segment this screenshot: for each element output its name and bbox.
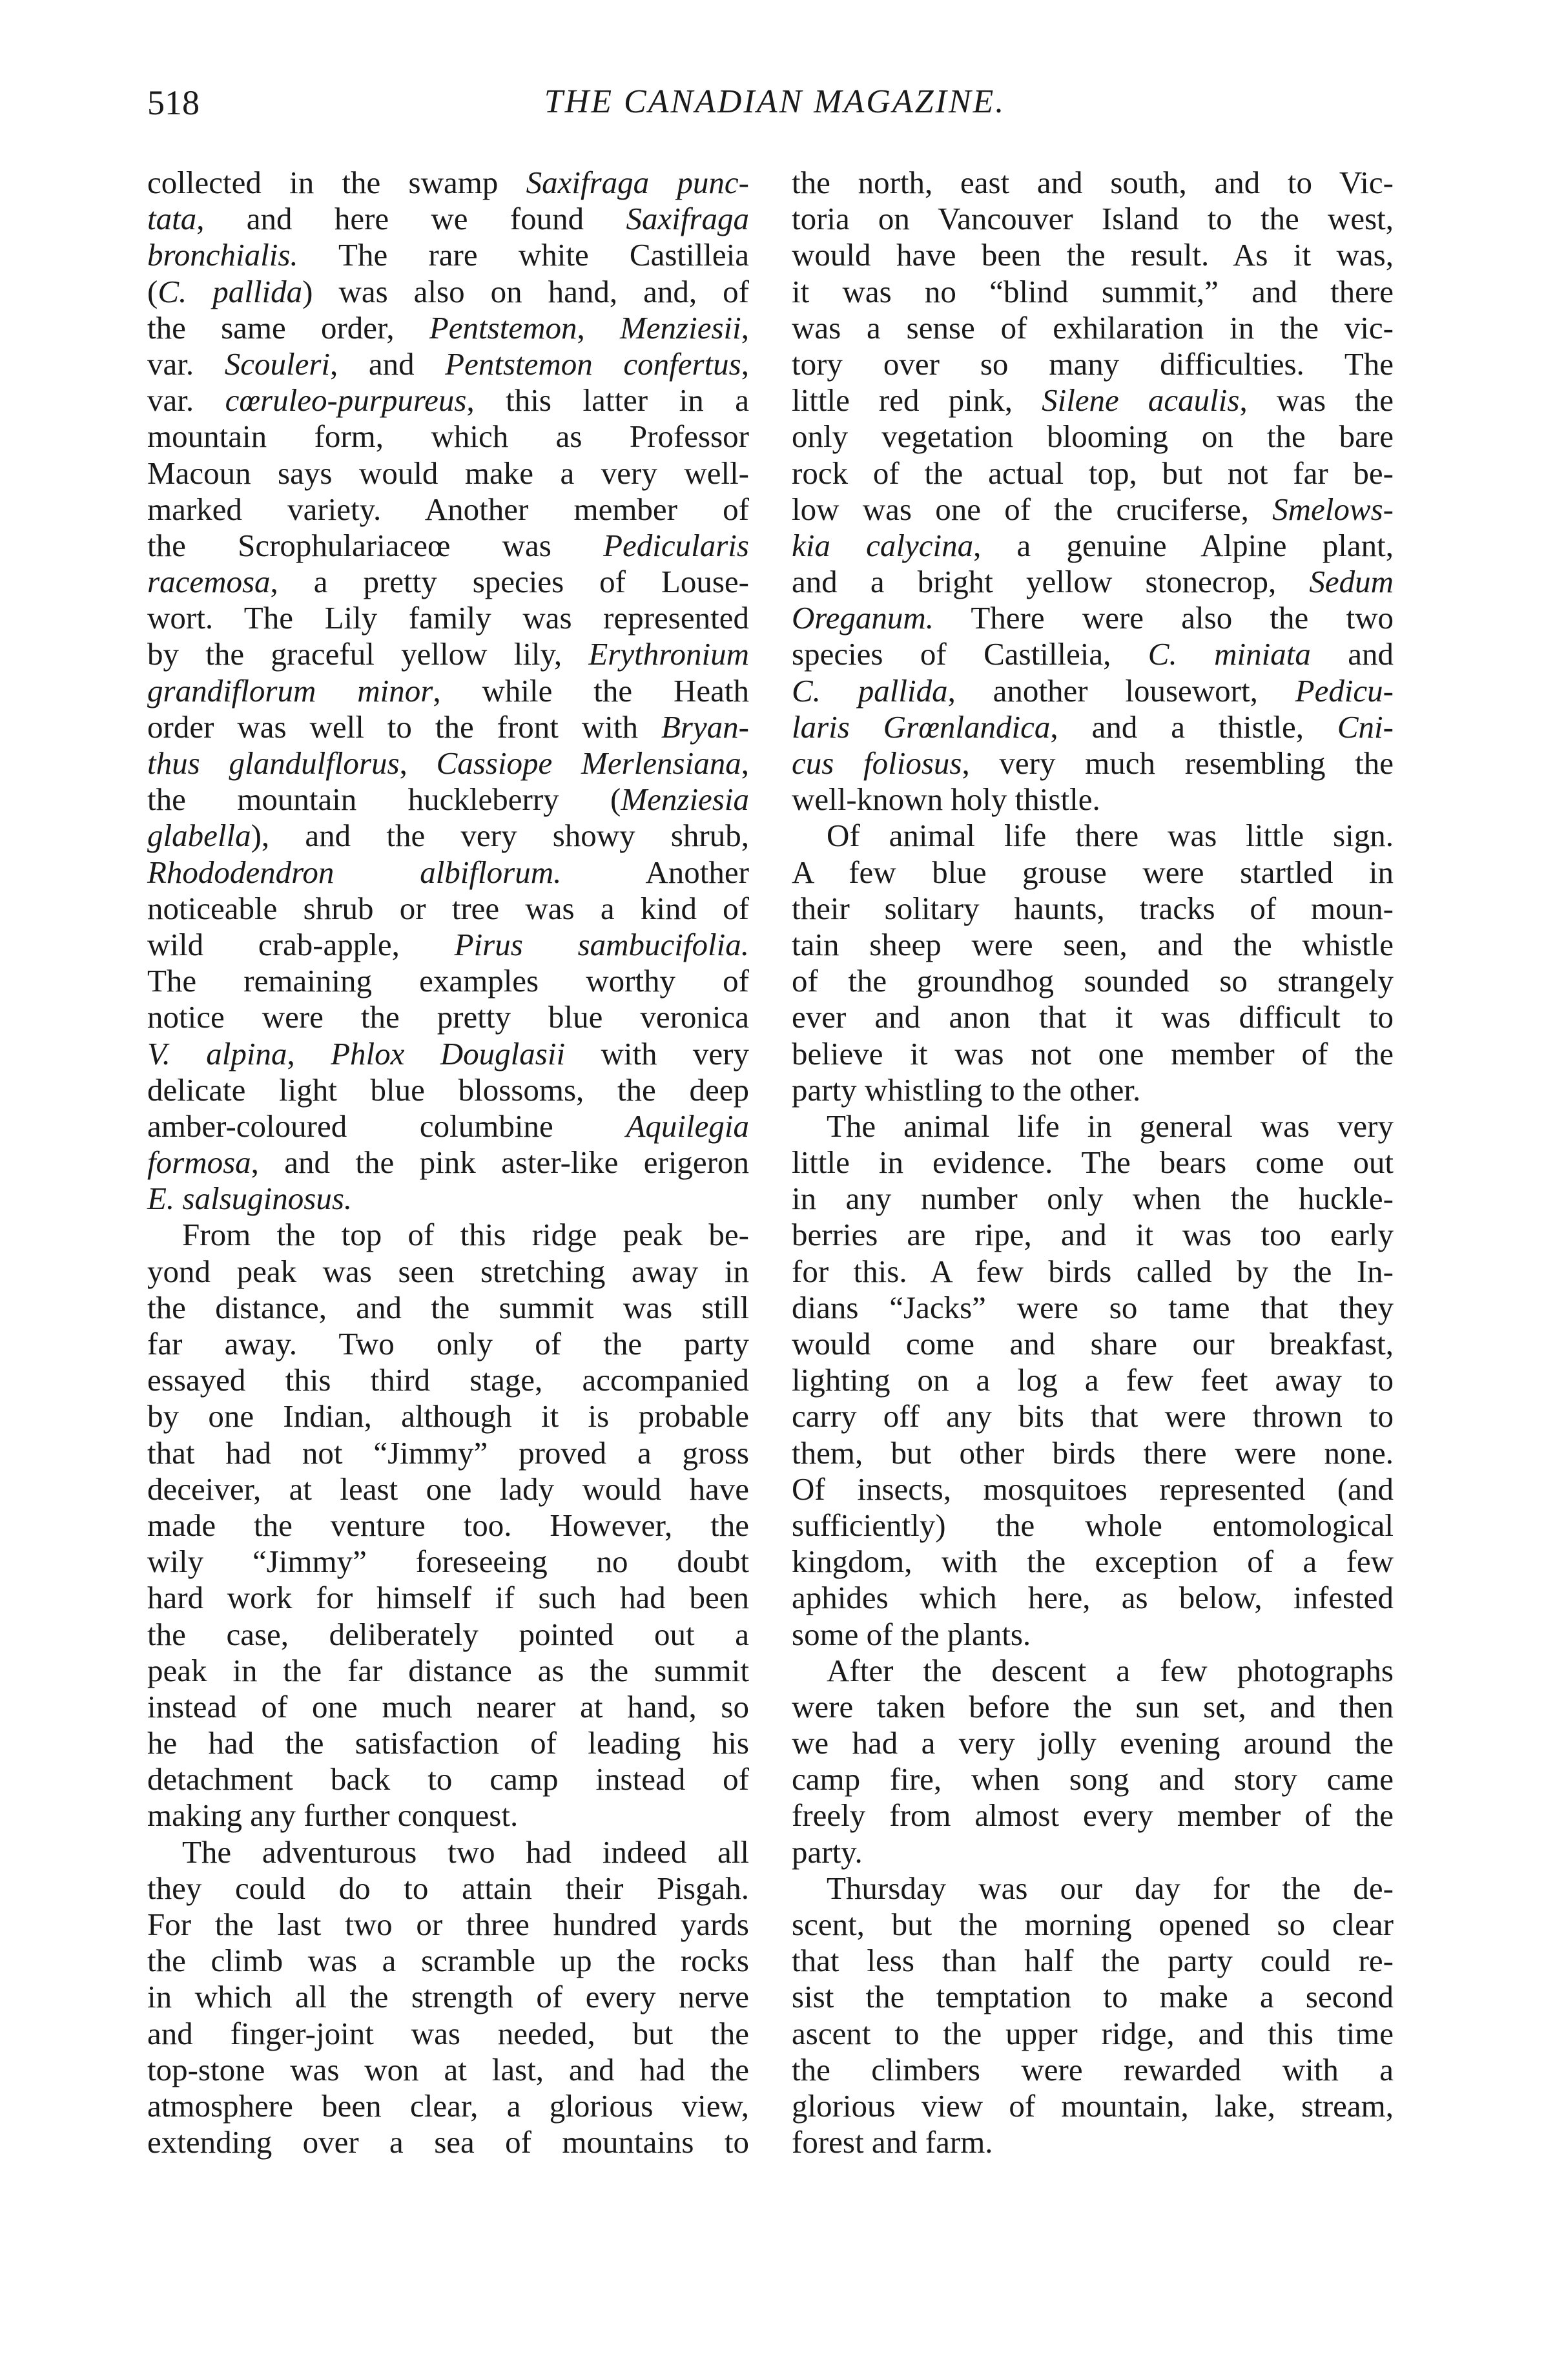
text-run: was a sense of exhilaration in the vic- (792, 309, 1394, 346)
text-line (147, 528, 749, 564)
text-run: wily “Jimmy” foreseeing no doubt (147, 1544, 749, 1580)
text-run: and a bright yellow stonecrop, (792, 564, 1310, 600)
text-run: freely from almost every member of the (792, 1797, 1394, 1834)
text-line (147, 455, 749, 492)
italic-text-run: Pirus sambucifolia. (454, 926, 749, 962)
italic-text-run: tata (147, 201, 197, 237)
text-line (147, 963, 749, 999)
text-line (792, 963, 1394, 999)
text-run: their solitary haunts, tracks of moun- (792, 890, 1394, 926)
text-line (792, 1907, 1394, 1943)
text-line (792, 310, 1394, 346)
text-run: sufficiently) the whole entomological (792, 1507, 1394, 1543)
text-line (792, 1725, 1394, 1761)
text-line (147, 1290, 749, 1326)
text-run: marked variety. Another member of (147, 491, 749, 527)
italic-text-run: C. pallida (792, 672, 948, 709)
text-line (792, 673, 1394, 709)
text-run: that less than half the party could re- (792, 1943, 1394, 1979)
text-run: hard work for himself if such had been (147, 1580, 749, 1616)
text-run: A few blue grouse were startled in (792, 854, 1394, 890)
text-line (147, 745, 749, 781)
text-run: would have been the result. As it was, (792, 237, 1394, 273)
text-run: the north, east and south, and to Vic- (792, 165, 1394, 200)
text-line (147, 237, 749, 273)
text-run: ), and the very showy shrub, (251, 818, 749, 854)
text-run: only vegetation blooming on the bare (792, 419, 1394, 455)
text-run: he had the satisfaction of leading his (147, 1725, 749, 1761)
text-line (792, 1471, 1394, 1507)
text-run: aphides which here, as below, infested (792, 1580, 1394, 1616)
text-run: little in evidence. The bears come out (792, 1144, 1394, 1181)
text-run: , another lousewort, (947, 672, 1295, 709)
italic-text-run: Bryan- (661, 709, 749, 745)
italic-text-run: Erythronium (588, 636, 749, 672)
text-run: in which all the strength of every nerve (147, 1979, 749, 2015)
paragraph (792, 1653, 1394, 1870)
text-line (792, 600, 1394, 636)
text-run: , and (330, 346, 446, 382)
text-line (147, 2124, 749, 2160)
italic-text-run: Menziesii (619, 309, 741, 346)
text-line (792, 1653, 1394, 1689)
text-run: camp fire, when song and story came (792, 1761, 1394, 1797)
italic-text-run: C. miniata (1148, 636, 1311, 672)
text-line (147, 1617, 749, 1653)
text-run: , this latter in a (466, 382, 749, 419)
text-line (147, 346, 749, 382)
text-run: deceiver, at least one lady would have (147, 1471, 749, 1507)
italic-text-run: C. pallida (158, 273, 303, 309)
text-run: , (741, 346, 749, 382)
text-run: The adventurous two had indeed all (182, 1834, 749, 1870)
text-run: There were also the two (934, 600, 1394, 636)
text-line (792, 2124, 1394, 2160)
text-run: the same order, (147, 309, 429, 346)
text-line (147, 600, 749, 636)
text-run: , (399, 745, 437, 781)
text-line (147, 891, 749, 927)
text-line (147, 1979, 749, 2015)
text-run: , a pretty species of Louse- (270, 564, 749, 600)
text-line (792, 382, 1394, 419)
text-run: Macoun says would make a very well- (147, 455, 749, 491)
text-line (792, 564, 1394, 600)
text-run: tory over so many difficulties. The (792, 346, 1394, 382)
text-line (792, 1290, 1394, 1326)
text-run: , was the (1239, 382, 1394, 419)
text-line (147, 274, 749, 310)
text-line (147, 927, 749, 963)
text-run: the case, deliberately pointed out a (147, 1616, 749, 1652)
text-line (147, 1254, 749, 1290)
text-run: peak in the far distance as the summit (147, 1652, 749, 1688)
text-run: Another (561, 854, 749, 890)
text-line (147, 1725, 749, 1761)
text-line (792, 2016, 1394, 2052)
text-line (792, 781, 1394, 818)
text-run: , (741, 309, 749, 346)
text-line (792, 419, 1394, 455)
text-run: delicate light blue blossoms, the deep (147, 1071, 749, 1108)
italic-text-run: grandiflorum minor (147, 672, 433, 709)
text-run: by one Indian, although it is probable (147, 1398, 749, 1434)
text-run: the distance, and the summit was still (147, 1289, 749, 1325)
text-line (792, 1761, 1394, 1797)
text-line (147, 818, 749, 854)
page-number: 518 (147, 83, 200, 122)
text-line (147, 2052, 749, 2088)
text-line (792, 1979, 1394, 2015)
text-line (792, 346, 1394, 382)
text-run: ( (147, 273, 158, 309)
paragraph (792, 1108, 1394, 1653)
italic-text-run: cœruleo-purpureus (225, 382, 467, 419)
text-run: were taken before the sun set, and then (792, 1688, 1394, 1724)
text-line (147, 1653, 749, 1689)
paragraph (147, 1217, 749, 1834)
text-run: scent, but the morning opened so clear (792, 1907, 1394, 1942)
text-run: lighting on a log a few feet away to (792, 1362, 1394, 1398)
text-run: , while the Heath (433, 672, 749, 709)
italic-text-run: formosa (147, 1144, 251, 1181)
text-run: mountain form, which as Professor (147, 419, 749, 455)
text-run: rock of the actual top, but not far be- (792, 455, 1394, 491)
text-line (792, 999, 1394, 1035)
italic-text-run: Smelows- (1272, 491, 1394, 527)
text-line (792, 455, 1394, 492)
text-run: instead of one much nearer at hand, so (147, 1688, 749, 1724)
italic-text-run: Menziesia (621, 781, 749, 818)
text-run: collected in the swamp (147, 165, 526, 200)
text-line (792, 891, 1394, 927)
text-run: , (741, 745, 749, 781)
text-run: making any further conquest. (147, 1797, 519, 1834)
text-run: tain sheep were seen, and the whistle (792, 926, 1394, 962)
paragraph (147, 1834, 749, 2161)
text-run: Thursday was our day for the de- (827, 1870, 1394, 1906)
text-line (147, 1036, 749, 1072)
text-line (147, 2016, 749, 2052)
text-line (147, 781, 749, 818)
right-column (792, 165, 1394, 2160)
running-title: THE CANADIAN MAGAZINE. (544, 83, 1006, 120)
text-line (147, 1834, 749, 1870)
italic-text-run: bronchialis. (147, 237, 298, 273)
text-run: they could do to attain their Pisgah. (147, 1870, 749, 1906)
text-run: , (577, 309, 620, 346)
text-run: with very (565, 1035, 749, 1071)
text-run: The rare white Castilleia (298, 237, 749, 273)
text-run: carry off any bits that were thrown to (792, 1398, 1394, 1434)
italic-text-run: racemosa (147, 564, 271, 600)
italic-text-run: Phlox Douglasii (331, 1035, 566, 1071)
text-run: believe it was not one member of the (792, 1035, 1394, 1071)
text-line (792, 1580, 1394, 1616)
text-run: notice were the pretty blue veronica (147, 999, 749, 1035)
text-run: ascent to the upper ridge, and this time (792, 2015, 1394, 2051)
text-line (792, 1254, 1394, 1290)
text-run: the mountain huckleberry ( (147, 781, 621, 818)
text-run: far away. Two only of the party (147, 1326, 749, 1361)
text-line (147, 1907, 749, 1943)
text-run: atmosphere been clear, a glorious view, (147, 2087, 749, 2124)
italic-text-run: Pentstemon (429, 309, 577, 346)
text-line (147, 201, 749, 237)
text-run: them, but other birds there were none. (792, 1434, 1394, 1471)
text-line (792, 1943, 1394, 1979)
text-run: party. (792, 1834, 863, 1870)
text-run: extending over a sea of mountains to (147, 2124, 749, 2160)
italic-text-run: Pedicu- (1295, 672, 1394, 709)
text-line (792, 1435, 1394, 1471)
italic-text-run: Silene acaulis (1042, 382, 1240, 419)
text-line (147, 673, 749, 709)
text-run: kingdom, with the exception of a few (792, 1544, 1394, 1580)
text-run: the Scrophulariaceœ was (147, 527, 604, 563)
text-run: , very much resembling the (962, 745, 1394, 781)
text-line (147, 1471, 749, 1507)
text-line (792, 1326, 1394, 1362)
text-run: that had not “Jimmy” proved a gross (147, 1434, 749, 1471)
text-run: , and a thistle, (1050, 709, 1337, 745)
text-run: The animal life in general was very (827, 1108, 1394, 1144)
text-line (792, 492, 1394, 528)
text-run: Of animal life there was little sign. (827, 818, 1394, 854)
italic-text-run: Saxifraga punc- (526, 165, 749, 200)
text-line (147, 2088, 749, 2124)
text-line (147, 1870, 749, 1907)
text-run: , and here we found (196, 201, 626, 237)
text-line (792, 1544, 1394, 1580)
text-line (792, 528, 1394, 564)
text-line (147, 310, 749, 346)
italic-text-run: Cassiope Merlensiana (436, 745, 741, 781)
text-run: it was no “blind summit,” and there (792, 273, 1394, 309)
text-line (792, 1689, 1394, 1725)
text-line (792, 1036, 1394, 1072)
text-line (147, 1181, 749, 1217)
text-run: forest and farm. (792, 2124, 993, 2160)
text-line (792, 1108, 1394, 1144)
text-run: top-stone was won at last, and had the (147, 2051, 749, 2087)
text-run: party whistling to the other. (792, 1071, 1141, 1108)
text-run: well-known holy thistle. (792, 781, 1100, 818)
text-run: order was well to the front with (147, 709, 661, 745)
text-run: by the graceful yellow lily, (147, 636, 589, 672)
text-run: After the descent a few photographs (827, 1652, 1394, 1688)
text-run: noticeable shrub or tree was a kind of (147, 890, 749, 926)
text-line (792, 1217, 1394, 1253)
text-run: would come and share our breakfast, (792, 1326, 1394, 1361)
text-line (792, 1797, 1394, 1834)
text-line (147, 1689, 749, 1725)
italic-text-run: E. salsuginosus. (147, 1181, 353, 1217)
italic-text-run: kia calycina (792, 527, 974, 563)
text-run: for this. A few birds called by the In- (792, 1253, 1394, 1289)
text-run: of the groundhog sounded so strangely (792, 963, 1394, 999)
text-run: , a genuine Alpine plant, (973, 527, 1394, 563)
text-line (147, 1217, 749, 1253)
italic-text-run: glabella (147, 818, 251, 854)
text-line (147, 382, 749, 419)
text-run: var. (147, 382, 225, 419)
text-line (792, 854, 1394, 891)
text-run: For the last two or three hundred yards (147, 1907, 749, 1942)
text-line (147, 1072, 749, 1108)
text-line (147, 492, 749, 528)
text-run: the climbers were rewarded with a (792, 2051, 1394, 2087)
italic-text-run: Sedum (1309, 564, 1394, 600)
text-line (792, 1617, 1394, 1653)
italic-text-run: Oreganum. (792, 600, 934, 636)
text-run: little red pink, (792, 382, 1042, 419)
text-line (792, 1362, 1394, 1398)
italic-text-run: cus foliosus (792, 745, 962, 781)
text-run: amber-coloured columbine (147, 1108, 626, 1144)
text-line (792, 745, 1394, 781)
text-line (147, 1398, 749, 1434)
text-run: in any number only when the huckle- (792, 1181, 1394, 1217)
text-run: sist the temptation to make a second (792, 1979, 1394, 2015)
text-run: , (287, 1035, 331, 1071)
text-run: we had a very jolly evening around the (792, 1725, 1394, 1761)
text-line (792, 201, 1394, 237)
text-run: the climb was a scramble up the rocks (147, 1943, 749, 1979)
italic-text-run: Cni- (1337, 709, 1394, 745)
text-run: some of the plants. (792, 1616, 1031, 1652)
text-run: dians “Jacks” were so tame that they (792, 1289, 1394, 1325)
text-line (792, 1507, 1394, 1544)
text-line (792, 274, 1394, 310)
text-line (147, 636, 749, 672)
text-line (792, 927, 1394, 963)
text-run: ) was also on hand, and, of (302, 273, 749, 309)
text-run: yond peak was seen stretching away in (147, 1253, 749, 1289)
italic-text-run: Pentstemon confertus (445, 346, 741, 382)
text-run: species of Castilleia, (792, 636, 1148, 672)
text-line (147, 1144, 749, 1181)
text-line (792, 2088, 1394, 2124)
text-line (147, 999, 749, 1035)
text-line (147, 1108, 749, 1144)
text-line (147, 1507, 749, 1544)
text-line (792, 818, 1394, 854)
text-run: made the venture too. However, the (147, 1507, 749, 1543)
text-line (792, 237, 1394, 273)
text-line (147, 419, 749, 455)
text-line (792, 1870, 1394, 1907)
text-line (792, 1834, 1394, 1870)
text-line (792, 2052, 1394, 2088)
text-run: From the top of this ridge peak be- (182, 1217, 749, 1253)
text-line (147, 1544, 749, 1580)
text-run: berries are ripe, and it was too early (792, 1217, 1394, 1253)
text-run: detachment back to camp instead of (147, 1761, 749, 1797)
text-run: , and the pink aster-like erigeron (251, 1144, 749, 1181)
text-line (792, 1072, 1394, 1108)
paragraph (792, 1870, 1394, 2161)
italic-text-run: Aquilegia (626, 1108, 749, 1144)
italic-text-run: Scouleri (224, 346, 330, 382)
text-line (792, 1181, 1394, 1217)
text-line (147, 564, 749, 600)
paragraph (792, 818, 1394, 1108)
text-run: and (1310, 636, 1394, 672)
text-line (147, 1435, 749, 1471)
text-line (792, 709, 1394, 745)
italic-text-run: Saxifraga (626, 201, 749, 237)
text-line (147, 1326, 749, 1362)
text-run: toria on Vancouver Island to the west, (792, 201, 1394, 237)
left-column (147, 165, 749, 2160)
text-run: wort. The Lily family was represented (147, 600, 749, 636)
text-line (147, 165, 749, 201)
text-line (147, 1797, 749, 1834)
text-line (147, 1362, 749, 1398)
text-run: and finger-joint was needed, but the (147, 2015, 749, 2051)
text-run: glorious view of mountain, lake, stream, (792, 2087, 1394, 2124)
text-run: ever and anon that it was difficult to (792, 999, 1394, 1035)
text-line (147, 1943, 749, 1979)
text-line (147, 709, 749, 745)
text-run: essayed this third stage, accompanied (147, 1362, 749, 1398)
italic-text-run: Rhododendron albiflorum. (147, 854, 562, 890)
text-line (792, 165, 1394, 201)
text-run: wild crab-apple, (147, 926, 455, 962)
italic-text-run: thus glandulflorus (147, 745, 400, 781)
text-line (147, 854, 749, 891)
text-run: The remaining examples worthy of (147, 963, 749, 999)
text-line (147, 1580, 749, 1616)
text-run: var. (147, 346, 225, 382)
text-run: low was one of the cruciferse, (792, 491, 1273, 527)
text-line (792, 1144, 1394, 1181)
text-run: Of insects, mosquitoes represented (and (792, 1471, 1394, 1507)
text-line (792, 636, 1394, 672)
italic-text-run: Pedicularis (603, 527, 749, 563)
paragraph (792, 165, 1394, 818)
paragraph (147, 165, 749, 1217)
text-line (792, 1398, 1394, 1434)
italic-text-run: laris Grœnlandica (792, 709, 1051, 745)
text-line (147, 1761, 749, 1797)
italic-text-run: V. alpina (147, 1035, 287, 1071)
